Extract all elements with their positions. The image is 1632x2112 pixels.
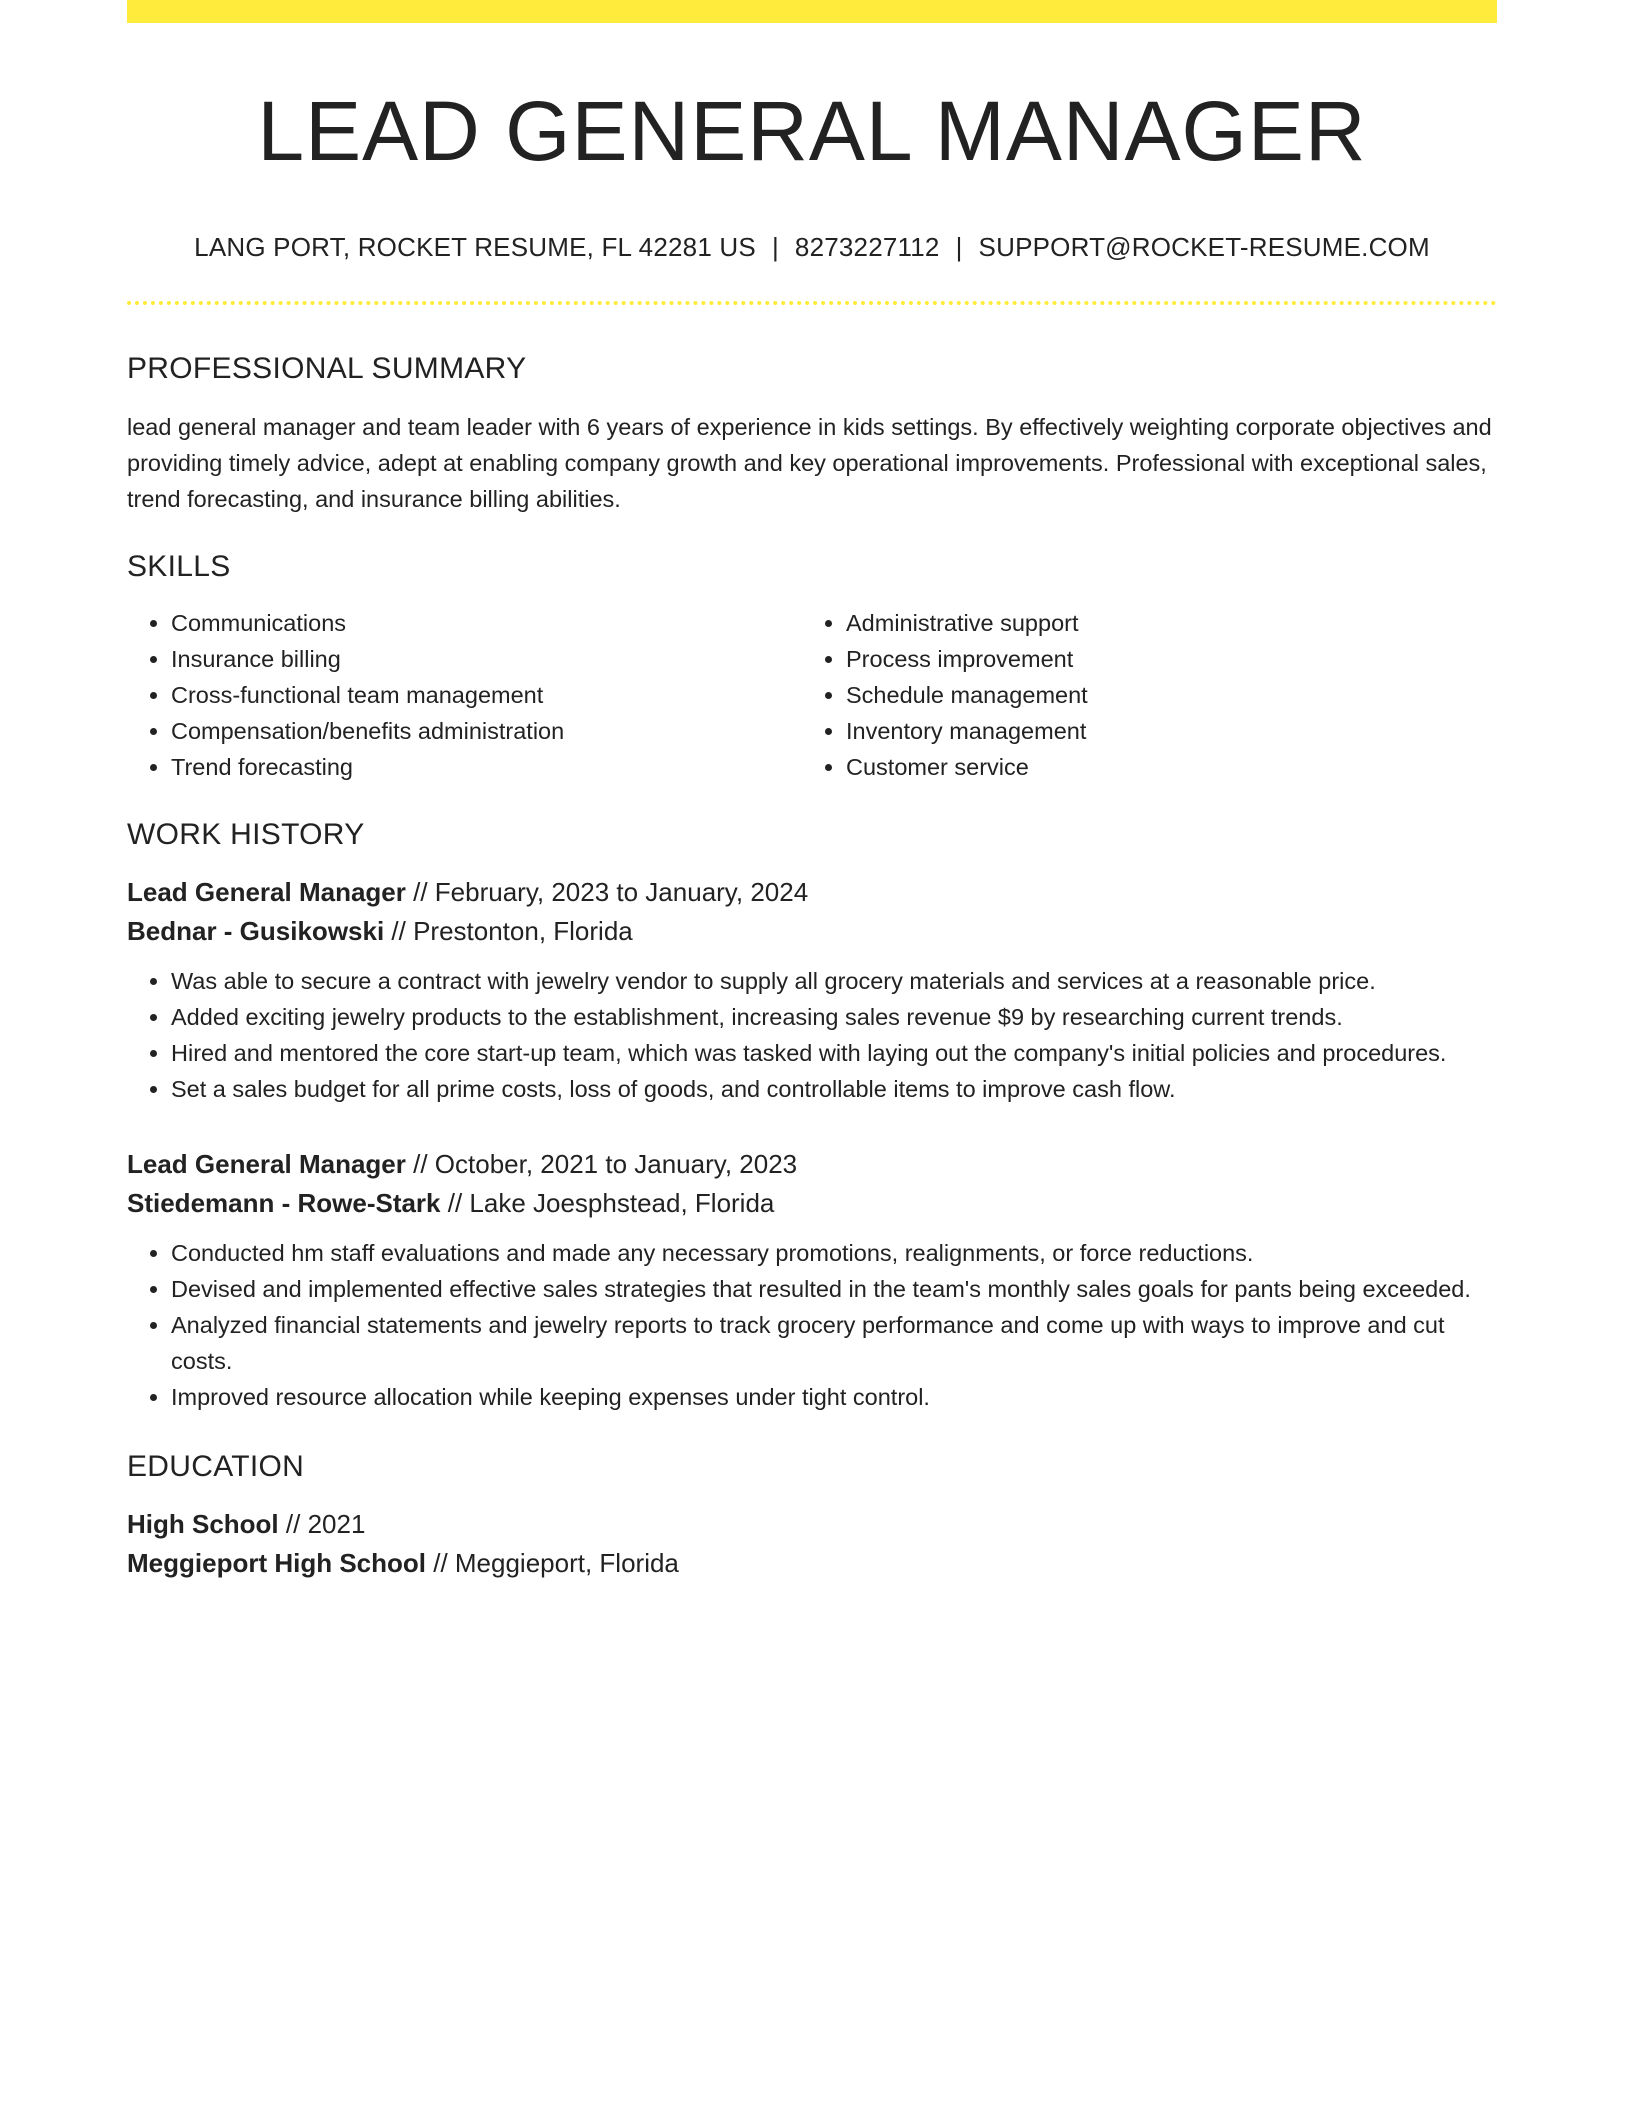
education-school-line	[127, 1544, 1497, 1583]
skill-item: • Administrative support	[846, 605, 1477, 641]
job-bullets	[127, 1235, 1497, 1415]
education-year: // 2021	[278, 1508, 366, 1539]
contact-separator: |	[955, 231, 963, 262]
job-company: Bednar - Gusikowski	[127, 915, 385, 946]
job-location: // Prestonton, Florida	[384, 915, 633, 946]
job-company: Stiedemann - Rowe-Stark	[127, 1187, 441, 1218]
job-bullet: • Devised and implemented effective sales strategies that resulted in the team's monthly sales goals for pants being exceeded.	[171, 1271, 1497, 1307]
work-history-heading: WORK HISTORY	[127, 817, 365, 851]
job-bullet: • Added exciting jewelry products to the establishment, increasing sales revenue $9 by researching current trends.	[171, 999, 1497, 1035]
summary-text: lead general manager and team leader with 6 years of experience in kids settings. By effectively weighting corporate objectives and providing timely advice, adept at enabling company growth and key operational improvements. Professional with exceptional sales, trend forecasting, and insurance billing abilities.	[127, 413, 1492, 512]
education-heading: EDUCATION	[127, 1449, 305, 1483]
job-location: // Lake Joesphstead, Florida	[440, 1187, 775, 1218]
job-bullet: • Analyzed financial statements and jewelry reports to track grocery performance and come up with ways to improve and cut costs.	[171, 1307, 1497, 1379]
education-location: // Meggieport, Florida	[426, 1547, 679, 1578]
job-position: Lead General Manager	[127, 876, 406, 907]
skill-item: • Insurance billing	[171, 641, 802, 677]
job-bullet: • Was able to secure a contract with jewelry vendor to supply all grocery materials and services at a reasonable price.	[171, 963, 1497, 999]
job-bullet: • Conducted hm staff evaluations and made any necessary promotions, realignments, or force reductions.	[171, 1235, 1497, 1271]
education-degree-line	[127, 1505, 1497, 1544]
job-title-line	[127, 1145, 1497, 1184]
skill-item: • Customer service	[846, 749, 1477, 785]
job-position: Lead General Manager	[127, 1148, 406, 1179]
job-dates: // October, 2021 to January, 2023	[405, 1148, 798, 1179]
contact-separator: |	[771, 231, 779, 262]
skill-item: • Cross-functional team management	[171, 677, 802, 713]
education-degree: High School	[127, 1508, 279, 1539]
skill-item: • Communications	[171, 605, 802, 641]
resume-page	[127, 0, 1497, 1583]
job-dates: // February, 2023 to January, 2024	[405, 876, 809, 907]
job-company-line	[127, 912, 1497, 951]
skill-item: • Trend forecasting	[171, 749, 802, 785]
skill-item: • Process improvement	[846, 641, 1477, 677]
job-bullet: • Hired and mentored the core start-up team, which was tasked with laying out the company's initial policies and procedures.	[171, 1035, 1497, 1071]
job-bullet: • Improved resource allocation while keeping expenses under tight control.	[171, 1379, 1497, 1415]
skill-item: • Schedule management	[846, 677, 1477, 713]
job-bullet: • Set a sales budget for all prime costs, loss of goods, and controllable items to improve cash flow.	[171, 1071, 1497, 1107]
summary-heading: PROFESSIONAL SUMMARY	[127, 351, 527, 385]
job-entry	[127, 873, 1497, 1107]
education-school: Meggieport High School	[127, 1547, 426, 1578]
contact-phone: 8273227112	[794, 231, 940, 262]
job-company-line	[127, 1184, 1497, 1223]
contact-line	[127, 232, 1497, 263]
skills-column-left	[127, 605, 802, 785]
contact-address: LANG PORT, ROCKET RESUME, FL 42281 US	[194, 231, 756, 262]
accent-top-bar	[127, 0, 1497, 23]
dotted-divider	[127, 301, 1497, 305]
job-bullets	[127, 963, 1497, 1107]
skill-item: • Compensation/benefits administration	[171, 713, 802, 749]
contact-email: SUPPORT@ROCKET-RESUME.COM	[978, 231, 1430, 262]
skills-heading: SKILLS	[127, 549, 231, 583]
job-entry	[127, 1145, 1497, 1415]
skills-column-right	[802, 605, 1477, 785]
resume-title: LEAD GENERAL MANAGER	[257, 84, 1367, 178]
job-title-line	[127, 873, 1497, 912]
skill-item: • Inventory management	[846, 713, 1477, 749]
skills-list	[127, 605, 1497, 785]
education-entry	[127, 1505, 1497, 1583]
